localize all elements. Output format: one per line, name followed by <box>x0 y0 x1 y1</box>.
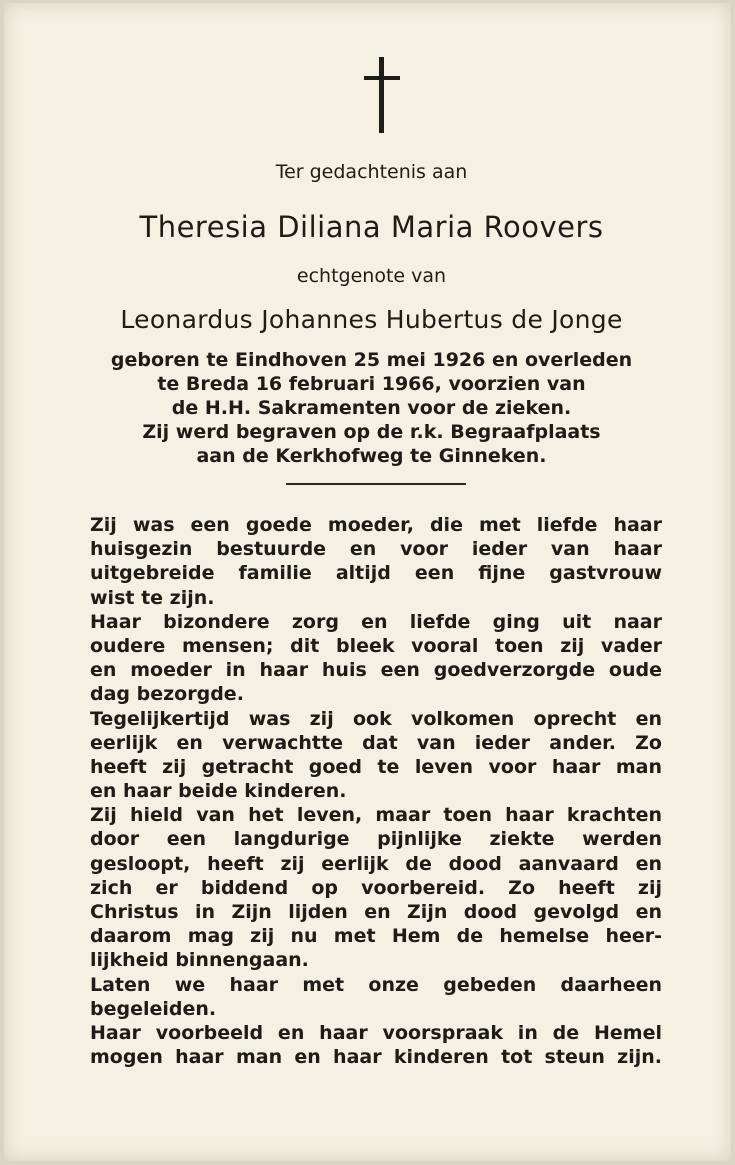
eulogy-line: heeft zij getracht goed te leven voor haar man <box>90 755 662 778</box>
intro-text: Ter gedachtenis aan <box>275 161 468 183</box>
eulogy-line: huisgezin bestuurde en voor ieder van haar <box>90 538 662 561</box>
eulogy-line: gesloopt, heeft zij eerlijk de dood aanvaard en <box>90 852 662 875</box>
bio-line: te Breda 16 februari 1966, voorzien van <box>157 373 586 395</box>
eulogy-line: wist te zijn. <box>90 586 215 609</box>
eulogy-line: zich er biddend op voorbereid. Zo heeft zij <box>90 876 662 899</box>
eulogy-line: Christus in Zijn lijden en Zijn dood gevolgd en <box>90 901 662 923</box>
bio-line: geboren te Eindhoven 25 mei 1926 en overleden <box>110 349 633 371</box>
bio-line: de H.H. Sakramenten voor de zieken. <box>171 397 572 419</box>
memorial-card <box>4 3 731 1161</box>
eulogy-line: lijkheid binnengaan. <box>90 949 309 972</box>
eulogy-line: eerlijk en verwachtte dat van ieder ander. Zo <box>90 731 662 754</box>
eulogy-line: door een langdurige pijnlijke ziekte werden <box>90 828 662 851</box>
eulogy-line: begeleiden. <box>90 997 217 1020</box>
eulogy-text <box>90 513 662 1069</box>
eulogy-line: Laten we haar met onze gebeden daarheen <box>90 973 662 996</box>
cross-icon <box>362 57 402 133</box>
eulogy-line: en haar beide kinderen. <box>90 780 347 803</box>
eulogy-line: uitgebreide familie altijd een fijne gastvrouw <box>90 562 662 585</box>
eulogy-line: daarom mag zij nu met Hem de hemelse heer- <box>90 925 662 948</box>
biography <box>4 348 735 468</box>
eulogy-line: mogen haar man en haar kinderen tot steun zijn. <box>90 1046 662 1069</box>
eulogy-line: Zij was een goede moeder, die met liefde haar <box>90 514 662 536</box>
eulogy-line: Zij hield van het leven, maar toen haar krachten <box>90 804 662 827</box>
eulogy-line: en moeder in haar huis een goedverzorgde oude <box>90 659 662 682</box>
divider <box>286 483 466 485</box>
eulogy-line: oudere mensen; dit bleek vooral toen zij vader <box>90 634 662 657</box>
bio-line: Zij werd begraven op de r.k. Begraafplaats <box>142 421 601 443</box>
deceased-name: Theresia Diliana Maria Roovers <box>139 210 604 244</box>
bio-line: aan de Kerkhofweg te Ginneken. <box>196 445 547 467</box>
eulogy-line: Haar voorbeeld en haar voorspraak in de Hemel <box>90 1021 662 1044</box>
eulogy-line: dag bezorgde. <box>90 683 244 706</box>
relation-text: echtgenote van <box>296 265 447 287</box>
eulogy-line: Tegelijkertijd was zij ook volkomen oprecht en <box>90 707 662 730</box>
eulogy-line: Haar bizondere zorg en liefde ging uit naar <box>90 610 662 633</box>
spouse-name: Leonardus Johannes Hubertus de Jonge <box>120 305 623 334</box>
